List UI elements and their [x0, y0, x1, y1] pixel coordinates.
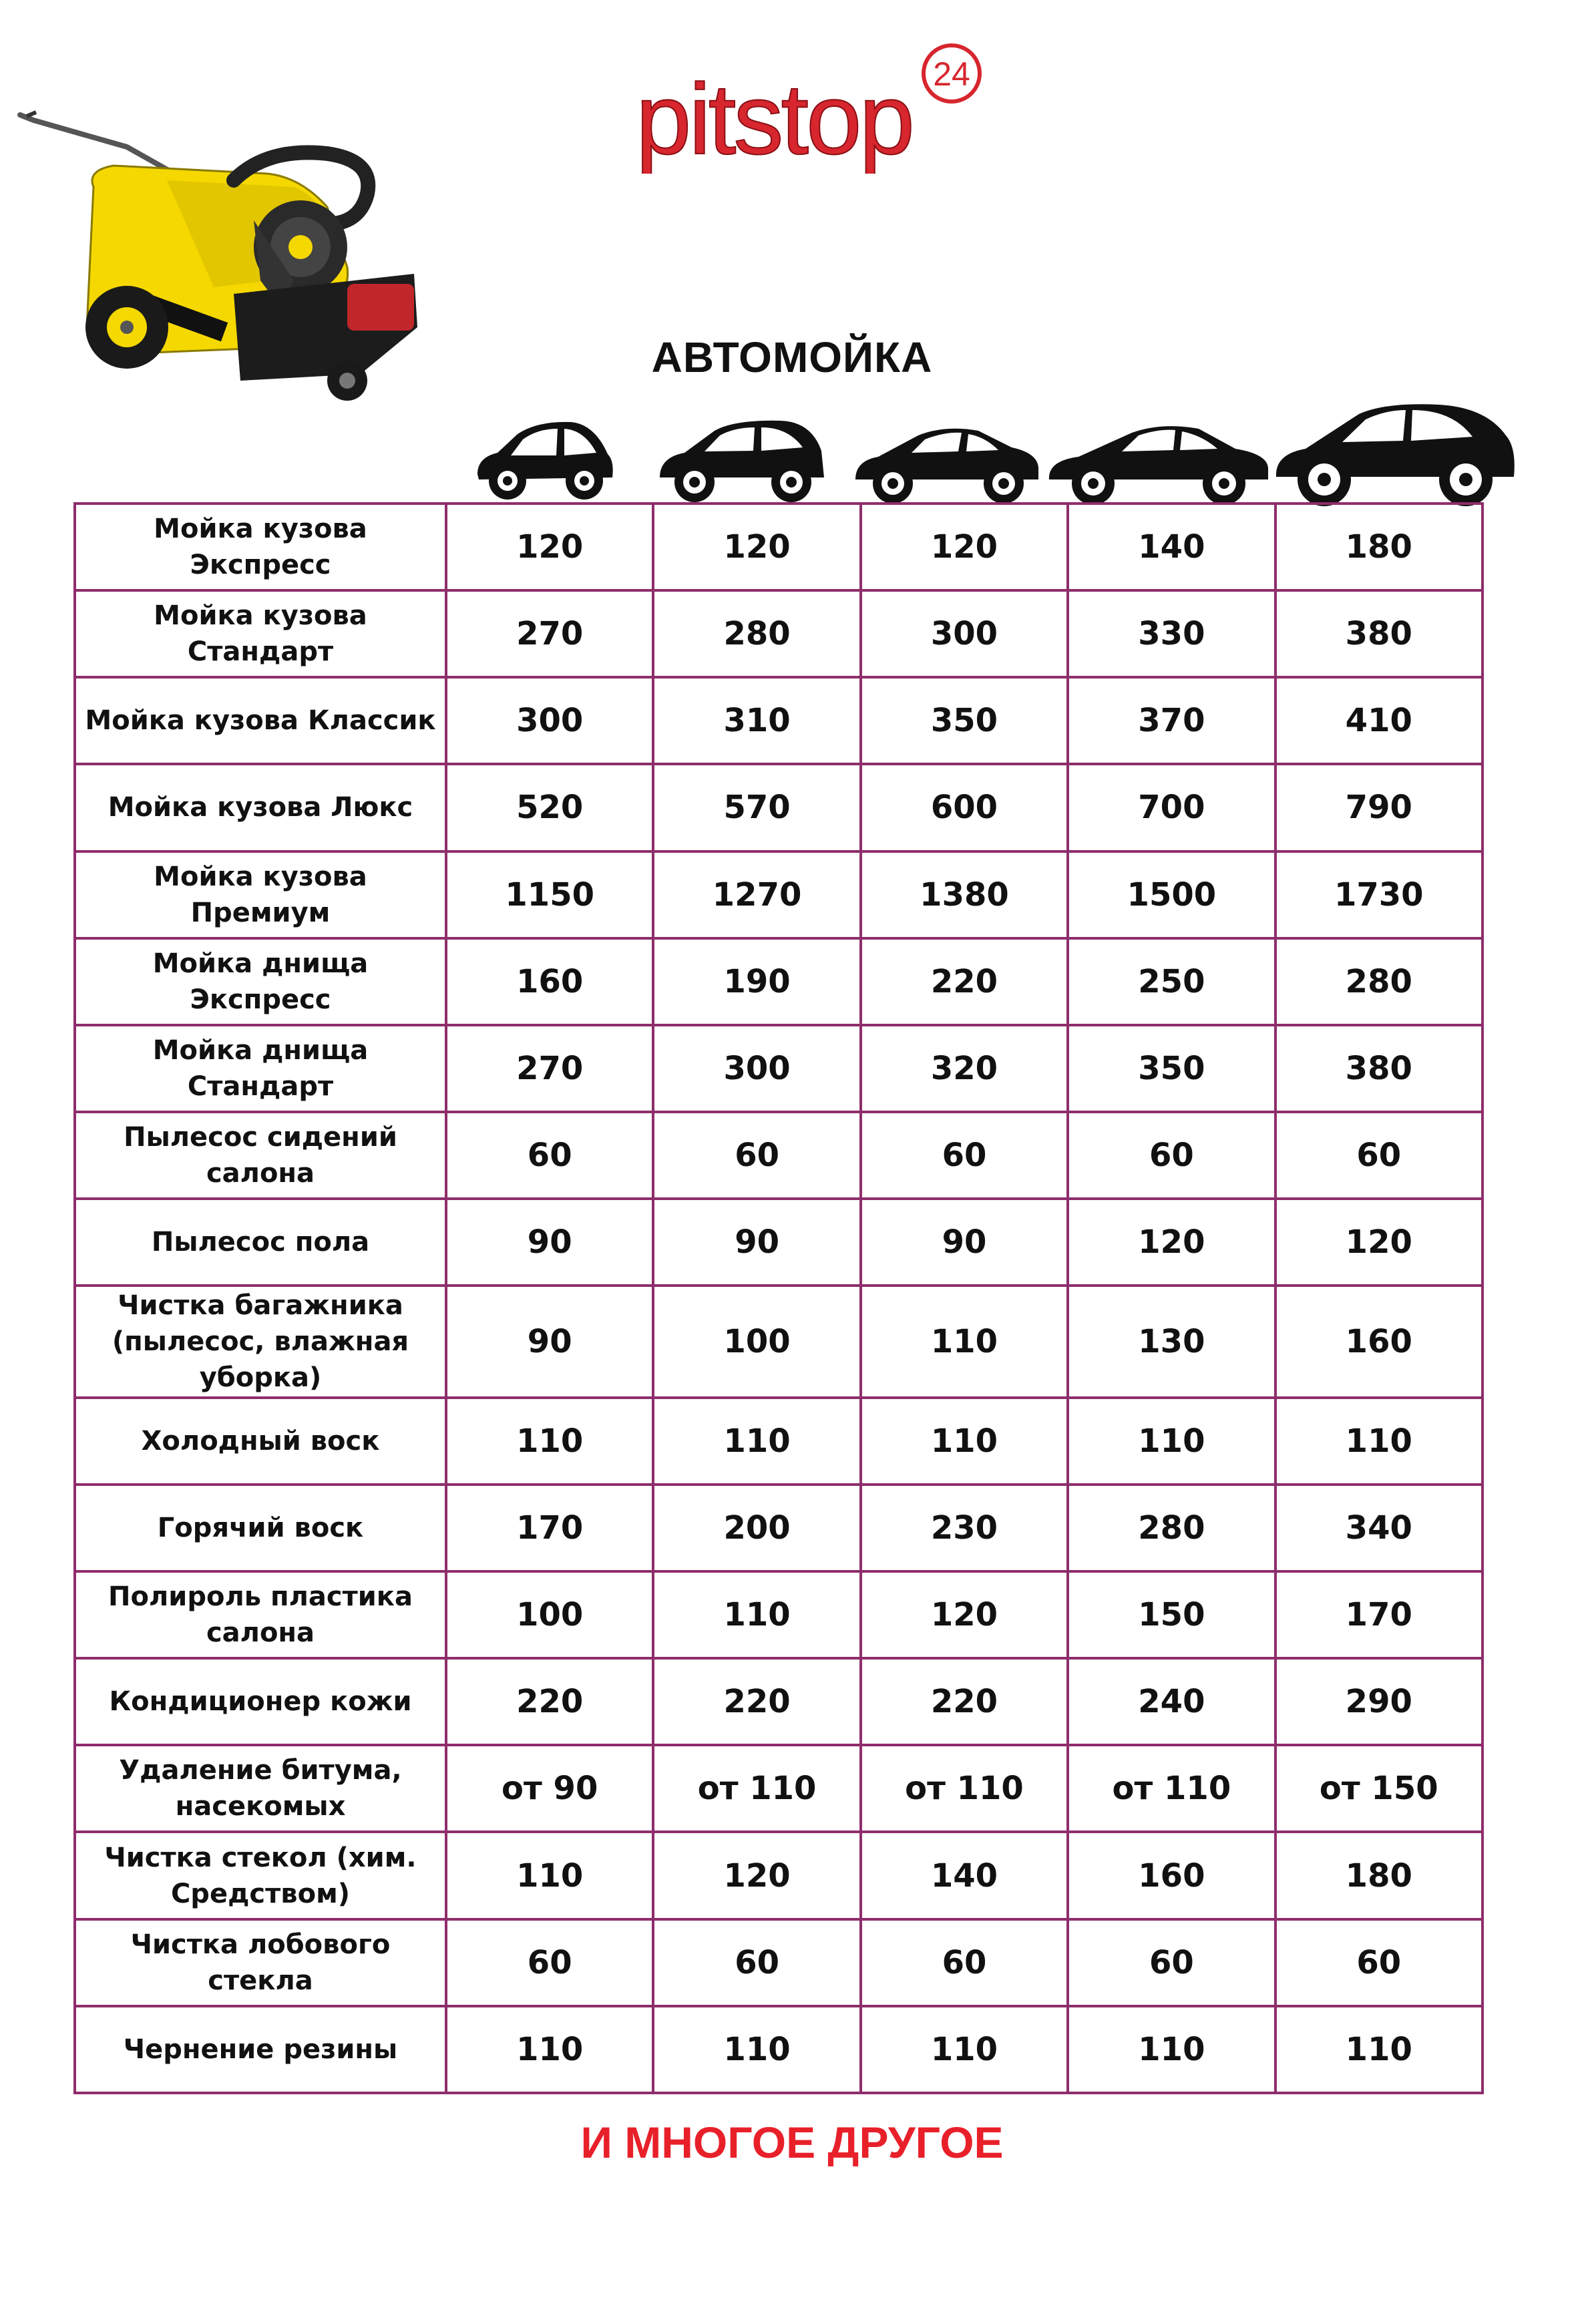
- price-cell: 1500: [1068, 851, 1275, 938]
- table-row: [75, 938, 1482, 1025]
- price-cell: 160: [1275, 1286, 1482, 1397]
- sedan-icon: [851, 394, 1042, 508]
- price-cell: 110: [446, 1398, 653, 1485]
- price-cell: 410: [1275, 677, 1482, 764]
- price-cell: 320: [861, 1025, 1068, 1112]
- price-cell: 60: [1275, 1112, 1482, 1199]
- price-cell: 700: [1068, 764, 1275, 851]
- service-name: Чистка стекол (хим. Средством): [75, 1832, 446, 1919]
- price-cell: 120: [1068, 1199, 1275, 1286]
- table-row: [75, 1112, 1482, 1199]
- price-cell: 100: [446, 1571, 653, 1658]
- price-cell: 300: [861, 590, 1068, 677]
- price-cell: 110: [653, 2006, 860, 2093]
- price-cell: 120: [861, 504, 1068, 590]
- price-cell: 310: [653, 677, 860, 764]
- service-name: Пылесос сидений салона: [75, 1112, 446, 1199]
- price-cell: 220: [446, 1658, 653, 1745]
- table-row: [75, 1286, 1482, 1397]
- table-row: [75, 1658, 1482, 1745]
- price-cell: 330: [1068, 590, 1275, 677]
- price-cell: 120: [653, 504, 860, 590]
- price-cell: 280: [653, 590, 860, 677]
- price-cell: 140: [1068, 504, 1275, 590]
- price-cell: 110: [1275, 1398, 1482, 1485]
- service-name: Мойка кузова Экспресс: [75, 504, 446, 590]
- price-cell: 120: [1275, 1199, 1482, 1286]
- price-cell: 120: [861, 1571, 1068, 1658]
- price-cell: 110: [446, 1832, 653, 1919]
- price-cell: 340: [1275, 1485, 1482, 1571]
- price-cell: от 110: [1068, 1745, 1275, 1832]
- service-name: Кондиционер кожи: [75, 1658, 446, 1745]
- price-cell: от 110: [653, 1745, 860, 1832]
- service-name: Чистка лобового стекла: [75, 1919, 446, 2006]
- price-cell: 270: [446, 1025, 653, 1112]
- service-name: Чернение резины: [75, 2006, 446, 2093]
- price-cell: 160: [446, 938, 653, 1025]
- small-hatchback-icon: [471, 394, 618, 508]
- price-cell: 120: [446, 504, 653, 590]
- price-cell: 60: [653, 1112, 860, 1199]
- price-cell: 250: [1068, 938, 1275, 1025]
- service-name: Чистка багажника (пылесос, влажная уборка): [75, 1286, 446, 1397]
- price-cell: 110: [1068, 1398, 1275, 1485]
- price-cell: от 150: [1275, 1745, 1482, 1832]
- pitstop-logo: [628, 40, 1002, 174]
- service-name: Мойка кузова Премиум: [75, 851, 446, 938]
- price-cell: 790: [1275, 764, 1482, 851]
- price-cell: 90: [446, 1286, 653, 1397]
- price-cell: 120: [653, 1832, 860, 1919]
- service-name: Мойка днища Стандарт: [75, 1025, 446, 1112]
- price-cell: 60: [1068, 1919, 1275, 2006]
- price-cell: 1730: [1275, 851, 1482, 938]
- suv-icon: [1272, 394, 1519, 508]
- hatchback-icon: [654, 394, 828, 508]
- price-cell: 110: [1068, 2006, 1275, 2093]
- price-cell: 1150: [446, 851, 653, 938]
- table-row: [75, 1745, 1482, 1832]
- price-cell: 230: [861, 1485, 1068, 1571]
- table-row: [75, 504, 1482, 590]
- price-cell: 1270: [653, 851, 860, 938]
- price-cell: 60: [1275, 1919, 1482, 2006]
- price-cell: 110: [861, 1398, 1068, 1485]
- price-cell: 240: [1068, 1658, 1275, 1745]
- price-cell: от 90: [446, 1745, 653, 1832]
- table-row: [75, 2006, 1482, 2093]
- service-name: Мойка кузова Классик: [75, 677, 446, 764]
- price-cell: 300: [446, 677, 653, 764]
- service-name: Мойка кузова Стандарт: [75, 590, 446, 677]
- service-name: Удаление битума, насекомых: [75, 1745, 446, 1832]
- price-cell: 180: [1275, 504, 1482, 590]
- table-row: [75, 1571, 1482, 1658]
- price-cell: 160: [1068, 1832, 1275, 1919]
- table-row: [75, 764, 1482, 851]
- price-cell: 170: [1275, 1571, 1482, 1658]
- price-table: [73, 502, 1484, 2094]
- price-cell: 180: [1275, 1832, 1482, 1919]
- price-cell: 220: [861, 938, 1068, 1025]
- price-cell: 220: [861, 1658, 1068, 1745]
- table-row: [75, 851, 1482, 938]
- price-cell: 290: [1275, 1658, 1482, 1745]
- footer-slogan: И МНОГОЕ ДРУГОЕ: [580, 2118, 1004, 2167]
- price-cell: 110: [653, 1398, 860, 1485]
- price-cell: 350: [861, 677, 1068, 764]
- svg-text:pitstop: pitstop: [636, 63, 912, 174]
- price-cell: 300: [653, 1025, 860, 1112]
- price-cell: 170: [446, 1485, 653, 1571]
- price-cell: 110: [861, 1286, 1068, 1397]
- price-cell: 60: [861, 1112, 1068, 1199]
- price-cell: 60: [653, 1919, 860, 2006]
- service-name: Пылесос пола: [75, 1199, 446, 1286]
- price-cell: 110: [1275, 2006, 1482, 2093]
- price-cell: 200: [653, 1485, 860, 1571]
- price-cell: 190: [653, 938, 860, 1025]
- table-row: [75, 677, 1482, 764]
- price-cell: 60: [861, 1919, 1068, 2006]
- price-cell: 380: [1275, 590, 1482, 677]
- service-name: Холодный воск: [75, 1398, 446, 1485]
- price-cell: 570: [653, 764, 860, 851]
- service-name: Полироль пластика салона: [75, 1571, 446, 1658]
- price-cell: 220: [653, 1658, 860, 1745]
- price-cell: 90: [861, 1199, 1068, 1286]
- table-row: [75, 1832, 1482, 1919]
- price-cell: 150: [1068, 1571, 1275, 1658]
- service-name: Мойка днища Экспресс: [75, 938, 446, 1025]
- table-row: [75, 1025, 1482, 1112]
- price-cell: 380: [1275, 1025, 1482, 1112]
- price-cell: 130: [1068, 1286, 1275, 1397]
- table-row: [75, 1485, 1482, 1571]
- table-row: [75, 590, 1482, 677]
- table-row: [75, 1398, 1482, 1485]
- svg-text:24: 24: [933, 55, 970, 93]
- price-cell: 600: [861, 764, 1068, 851]
- table-row: [75, 1199, 1482, 1286]
- price-cell: 270: [446, 590, 653, 677]
- price-cell: 110: [446, 2006, 653, 2093]
- price-cell: 1380: [861, 851, 1068, 938]
- price-cell: 110: [861, 2006, 1068, 2093]
- price-cell: 280: [1275, 938, 1482, 1025]
- price-cell: 370: [1068, 677, 1275, 764]
- price-cell: 60: [1068, 1112, 1275, 1199]
- price-cell: 110: [653, 1571, 860, 1658]
- price-cell: 60: [446, 1919, 653, 2006]
- price-cell: от 110: [861, 1745, 1068, 1832]
- price-cell: 90: [653, 1199, 860, 1286]
- price-cell: 140: [861, 1832, 1068, 1919]
- price-cell: 280: [1068, 1485, 1275, 1571]
- price-cell: 350: [1068, 1025, 1275, 1112]
- price-cell: 60: [446, 1112, 653, 1199]
- price-cell: 90: [446, 1199, 653, 1286]
- price-cell: 100: [653, 1286, 860, 1397]
- table-row: [75, 1919, 1482, 2006]
- page-title: АВТОМОЙКА: [651, 333, 933, 381]
- service-name: Мойка кузова Люкс: [75, 764, 446, 851]
- price-cell: 520: [446, 764, 653, 851]
- large-sedan-icon: [1045, 394, 1272, 508]
- service-name: Горячий воск: [75, 1485, 446, 1571]
